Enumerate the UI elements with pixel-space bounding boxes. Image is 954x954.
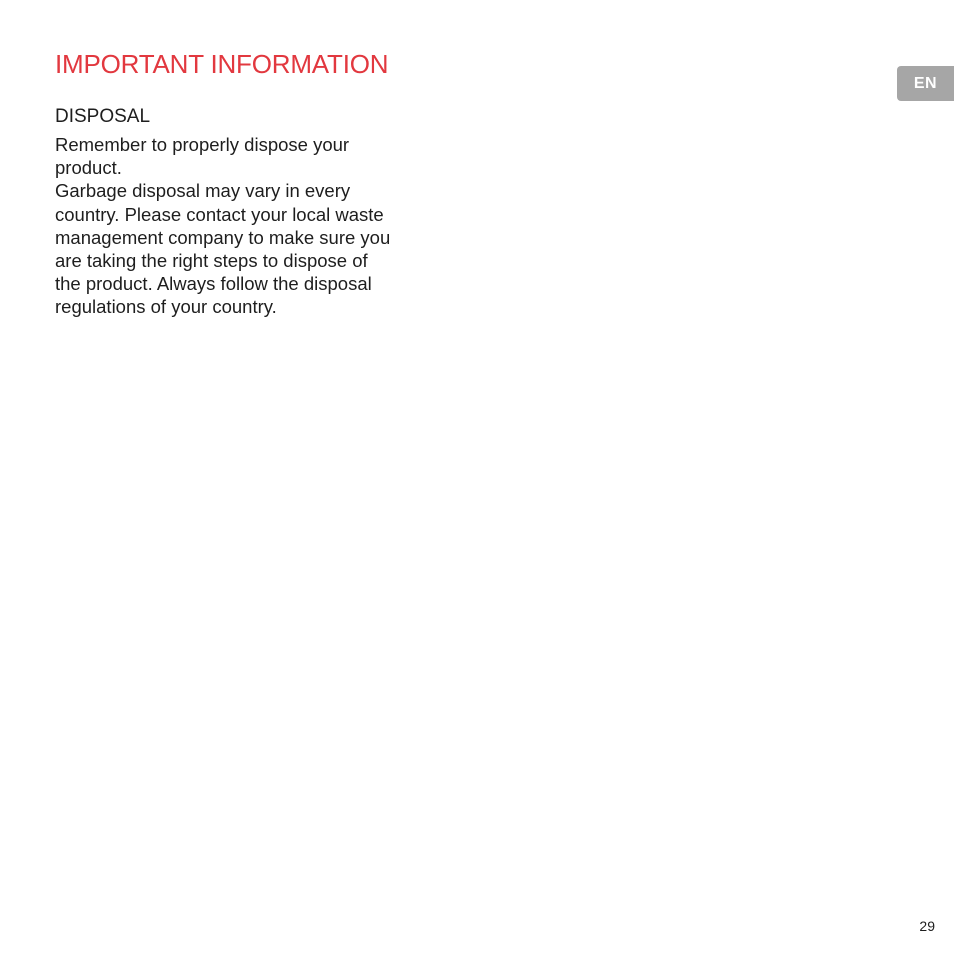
page-number: 29 bbox=[919, 918, 935, 934]
section-heading: DISPOSAL bbox=[55, 106, 151, 127]
body-line: Garbage disposal may vary in every bbox=[55, 180, 351, 202]
disposal-section bbox=[55, 105, 415, 319]
body-line: country. Please contact your local waste bbox=[55, 203, 384, 225]
body-line: regulations of your country. bbox=[55, 296, 277, 318]
body-line: the product. Always follow the disposal bbox=[55, 273, 372, 295]
language-tab[interactable] bbox=[897, 66, 954, 101]
body-line: Remember to properly dispose your bbox=[55, 134, 350, 155]
body-line: management company to make sure you bbox=[55, 226, 391, 248]
body-line: are taking the right steps to dispose of bbox=[55, 250, 368, 272]
section-body bbox=[55, 133, 415, 319]
page-title: IMPORTANT INFORMATION bbox=[55, 49, 389, 79]
language-tab-label: EN bbox=[913, 74, 938, 92]
body-line: product. bbox=[55, 157, 122, 179]
